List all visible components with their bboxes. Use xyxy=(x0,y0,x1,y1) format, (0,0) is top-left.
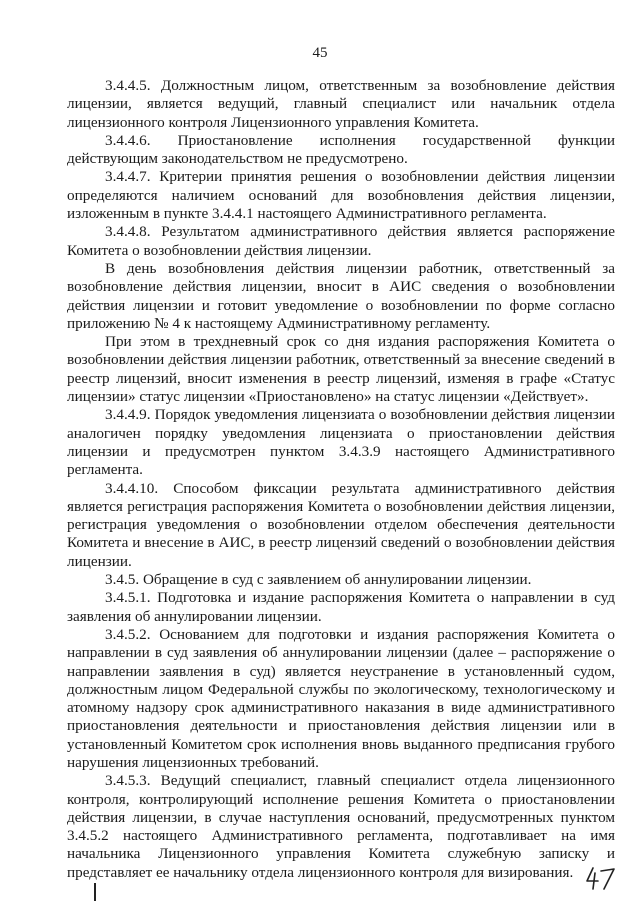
paragraph-3-4-4-10: 3.4.4.10. Способом фиксации результата административного действия является регистрация распоряжения Комитета о возобновлении действия лицензии, регистрация уведомления о возобновлении отделом обеспечения деятельности Комитета и внесение в АИС, в реестр лицензий сведений о возобновлении действия лицензии. xyxy=(67,479,615,570)
paragraph-3-4-5-3: 3.4.5.3. Ведущий специалист, главный специалист отдела лицензионного контроля, контролирующий исполнение решения Комитета о приостановлении действия лицензии, в случае наступления оснований, предусмотренных пунктом 3.4.5.2 настоящего Административного регламента, подготавливает на имя начальника Лицензионного управления Комитета служебную записку и представляет ее начальнику отдела лицензионного контроля для визирования. xyxy=(67,772,615,881)
handwritten-page-number xyxy=(584,865,618,891)
paragraph-3-4-5-1: 3.4.5.1. Подготовка и издание распоряжения Комитета о направлении в суд заявления об аннулировании лицензии. xyxy=(67,589,615,625)
paragraph-three-day-term: При этом в трехдневный срок со дня издания распоряжения Комитета о возобновлении действия лицензии работник, ответственный за внесение сведений в реестр лицензий, вносит изменения в реестр лицензий, изменяя в графе «Статус лицензии» статус лицензии «Приостановлено» на статус лицензии «Действует». xyxy=(67,333,615,406)
paragraph-3-4-4-7: 3.4.4.7. Критерии принятия решения о возобновлении действия лицензии определяются наличием оснований для возобновления действия лицензии, изложенным в пункте 3.4.4.1 настоящего Административного регламента. xyxy=(67,168,615,223)
paragraph-3-4-4-6: 3.4.4.6. Приостановление исполнения государственной функции действующим законодательством не предусмотрено. xyxy=(67,131,615,168)
paragraph-3-4-4-8: 3.4.4.8. Результатом административного действия является распоряжение Комитета о возобновлении действия лицензии. xyxy=(67,223,615,259)
paragraph-3-4-5: 3.4.5. Обращение в суд с заявлением об аннулировании лицензии. xyxy=(105,571,532,589)
paragraph-3-4-5-2: 3.4.5.2. Основанием для подготовки и издания распоряжения Комитета о направлении в суд заявления об аннулировании лицензии (далее – распоряжение о направлении заявления в суд) является неустранение в установленный судом, должностным лицом Федеральной службы по экологическому, технологическому и атомному надзору срок административного наказания в виде административного приостановления деятельности и приостановления действия лицензии или в установленный Комитетом срок исполнения вновь выданного предписания грубого нарушения лицензионных требований. xyxy=(67,625,615,771)
page-number: 45 xyxy=(312,45,328,61)
paragraph-resumption-day: В день возобновления действия лицензии работник, ответственный за возобновление действия лицензии, вносит в АИС сведения о возобновлении действия лицензии и готовит уведомление о возобновлении по форме согласно приложению № 4 к настоящему Административному регламенту. xyxy=(67,259,615,332)
paragraph-3-4-4-5: 3.4.4.5. Должностным лицом, ответственным за возобновление действия лицензии, является ведущий, главный специалист или начальник отдела лицензионного контроля Лицензионного управления Комитета. xyxy=(67,77,615,131)
document-body xyxy=(67,77,615,882)
paragraph-3-4-4-9: 3.4.4.9. Порядок уведомления лицензиата о возобновлении действия лицензии аналогичен порядку уведомления лицензиата о приостановлении действия лицензии и предусмотрен пунктом 3.4.3.9 настоящего Административного регламента. xyxy=(67,406,615,479)
margin-mark xyxy=(94,883,96,901)
